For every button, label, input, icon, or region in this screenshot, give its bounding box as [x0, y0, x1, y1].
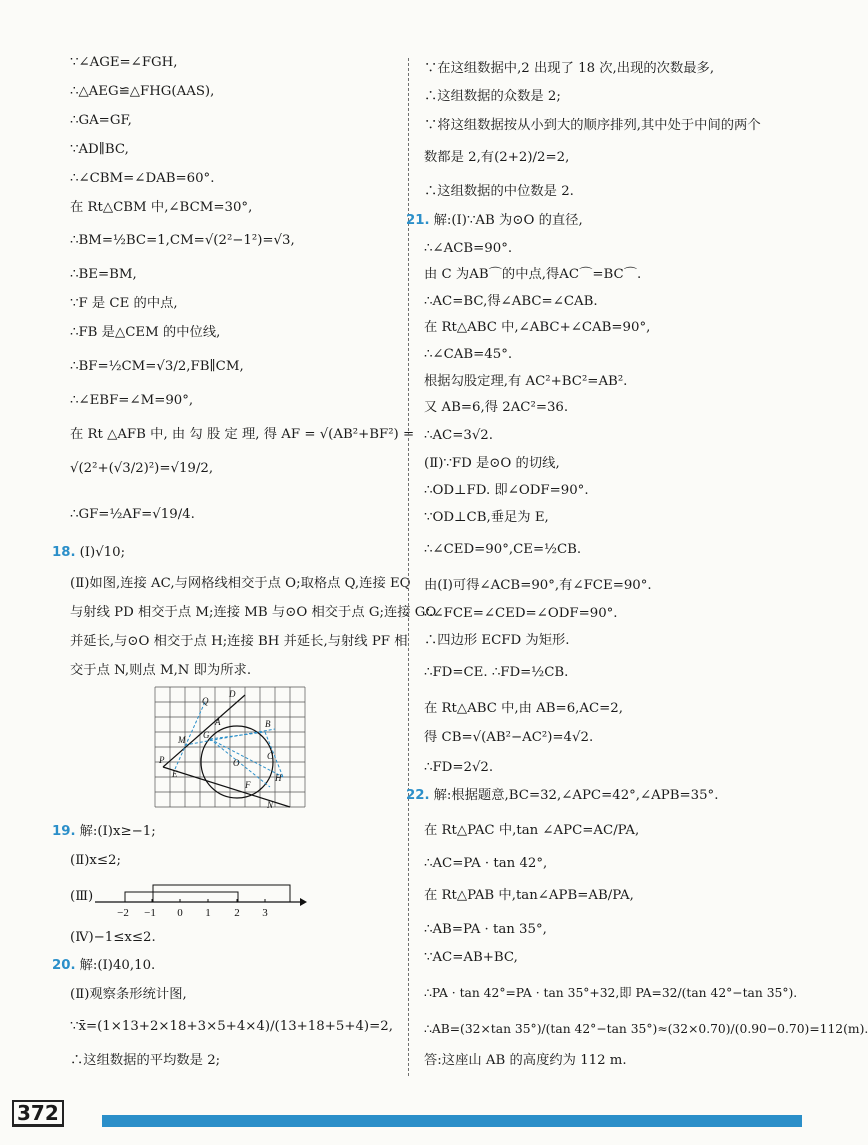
solution-bracket-a	[153, 885, 290, 902]
text-line: ∵F 是 CE 的中点,	[70, 296, 178, 311]
text-line: ∵在这组数据中,2 出现了 18 次,出现的次数最多,	[424, 61, 715, 76]
question-number: 22.	[406, 788, 430, 803]
text-line: ∴AC=3√2.	[424, 428, 493, 443]
page-number: 372	[12, 1100, 64, 1127]
text-line: ∴AB=(32×tan 35°)/(tan 42°−tan 35°)≈(32×0.70)/(0.90−0.70)=112(m).	[424, 1022, 868, 1036]
answer-text: 解:根据题意,BC=32,∠APC=42°,∠APB=35°.	[433, 788, 719, 803]
tick-label: 2	[234, 907, 240, 919]
tick-label: 0	[177, 907, 183, 919]
answer-text: 解:(Ⅰ)∵AB 为⊙O 的直径,	[433, 213, 583, 228]
text-line: ∴∠FCE=∠CED=∠ODF=90°.	[424, 606, 618, 621]
text-line: ∴四边形 ECFD 为矩形.	[424, 633, 570, 648]
text-line: (Ⅱ)x≤2;	[70, 853, 121, 868]
label-m: M	[178, 735, 186, 745]
tick-label: −1	[144, 907, 156, 919]
question-number: 21.	[406, 213, 430, 228]
text-line: 交于点 N,则点 M,N 即为所求.	[70, 663, 252, 678]
question-19	[52, 823, 156, 841]
label-f: F	[245, 780, 251, 790]
grid-circle-figure	[155, 687, 305, 812]
text-line: ∴FD=2√2.	[424, 760, 494, 775]
answer-text: 解:(Ⅰ)40,10.	[79, 958, 156, 973]
text-line: ∴这组数据的众数是 2;	[424, 89, 561, 104]
label-d: D	[229, 689, 236, 699]
text-line: 又 AB=6,得 2AC²=36.	[424, 400, 569, 415]
text-line: ∴GF=½AF=√19/4.	[70, 507, 195, 522]
label-n: N	[267, 800, 274, 810]
text-line: 得 CB=√(AB²−AC²)=4√2.	[424, 730, 594, 745]
question-number: 18.	[52, 545, 76, 560]
text-line: ∴GA=GF,	[70, 113, 132, 128]
text-line: ∴AB=PA · tan 35°,	[424, 922, 547, 937]
text-line: ∴∠EBF=∠M=90°,	[70, 393, 194, 408]
text-line: ∴AC=PA · tan 42°,	[424, 856, 548, 871]
label-a: A	[215, 717, 221, 727]
question-18	[52, 544, 125, 562]
text-line: 在 Rt△ABC 中,∠ABC+∠CAB=90°,	[424, 320, 651, 335]
solution-bracket-b	[125, 892, 238, 902]
column-divider	[408, 58, 409, 1076]
text-line: ∵x̄=(1×13+2×18+3×5+4×4)/(13+18+5+4)=2,	[70, 1019, 393, 1034]
text-line: (Ⅱ)观察条形统计图,	[70, 987, 187, 1002]
text-line: 由 C 为AB⌒的中点,得AC⌒=BC⌒.	[424, 267, 642, 282]
text-line: 在 Rt △AFB 中, 由 勾 股 定 理, 得 AF = √(AB²+BF²) =	[70, 427, 415, 442]
text-line: 答:这座山 AB 的高度约为 112 m.	[424, 1053, 627, 1068]
tick-label: 3	[262, 907, 268, 919]
text-line: ∵OD⊥CB,垂足为 E,	[424, 510, 549, 525]
question-number: 19.	[52, 824, 76, 839]
text-line: ∴∠ACB=90°.	[424, 241, 513, 256]
text-line: ∴∠CAB=45°.	[424, 347, 513, 362]
text-line: (Ⅲ)	[70, 889, 94, 904]
label-g: G	[203, 730, 210, 740]
text-line: √(2²+(√3/2)²)=√19/2,	[70, 461, 214, 476]
text-line: 与射线 PD 相交于点 M;连接 MB 与⊙O 相交于点 G;连接 GO	[70, 605, 437, 620]
text-line: 并延长,与⊙O 相交于点 H;连接 BH 并延长,与射线 PF 相	[70, 634, 408, 649]
text-line: ∴△AEG≌△FHG(AAS),	[70, 84, 215, 99]
label-o: O	[233, 758, 240, 768]
text-line: (Ⅱ)∵FD 是⊙O 的切线,	[424, 456, 560, 471]
text-line: 在 Rt△CBM 中,∠BCM=30°,	[70, 200, 253, 215]
text-line: 根据勾股定理,有 AC²+BC²=AB².	[424, 374, 628, 389]
text-line: (Ⅳ)−1≤x≤2.	[70, 930, 156, 945]
text-line: ∴OD⊥FD. 即∠ODF=90°.	[424, 483, 589, 498]
text-line: 数都是 2,有(2+2)/2=2,	[424, 150, 570, 165]
text-line: 由(Ⅰ)可得∠ACB=90°,有∠FCE=90°.	[424, 578, 652, 593]
text-line: ∵将这组数据按从小到大的顺序排列,其中处于中间的两个	[424, 118, 761, 133]
text-line: ∴BF=½CM=√3/2,FB∥CM,	[70, 359, 244, 374]
text-line: 在 Rt△PAB 中,tan∠APB=AB/PA,	[424, 888, 634, 903]
construction-lines	[175, 702, 283, 787]
label-b: B	[265, 719, 271, 729]
question-21	[406, 212, 583, 230]
text-line: ∴∠CED=90°,CE=½CB.	[424, 542, 582, 557]
label-q: Q	[202, 696, 209, 706]
text-line: ∴BE=BM,	[70, 267, 137, 282]
question-number: 20.	[52, 958, 76, 973]
tick-label: 1	[205, 907, 211, 919]
tick-label: −2	[117, 907, 129, 919]
footer-bar	[102, 1115, 802, 1127]
text-line: ∴FB 是△CEM 的中位线,	[70, 325, 221, 340]
text-line: ∵AD∥BC,	[70, 142, 129, 157]
text-line: ∵∠AGE=∠FGH,	[70, 55, 178, 70]
text-line: ∴∠CBM=∠DAB=60°.	[70, 171, 215, 186]
label-e: E	[172, 769, 178, 779]
answer-text: (Ⅰ)√10;	[79, 545, 126, 560]
text-line: ∴AC=BC,得∠ABC=∠CAB.	[424, 294, 598, 309]
label-c: C	[267, 751, 274, 761]
text-line: ∴FD=CE. ∴FD=½CB.	[424, 665, 569, 680]
text-line: ∵AC=AB+BC,	[424, 950, 518, 965]
grid	[155, 687, 305, 807]
arrow-head	[300, 898, 307, 906]
text-line: ∴BM=½BC=1,CM=√(2²−1²)=√3,	[70, 233, 295, 248]
text-line: ∴这组数据的中位数是 2.	[424, 184, 574, 199]
text-line: ∴这组数据的平均数是 2;	[70, 1053, 221, 1068]
answer-text: 解:(Ⅰ)x≥−1;	[79, 824, 156, 839]
number-line	[95, 880, 305, 918]
text-line: 在 Rt△ABC 中,由 AB=6,AC=2,	[424, 701, 623, 716]
label-p: P	[159, 755, 165, 765]
text-line: ∴PA · tan 42°=PA · tan 35°+32,即 PA=32/(tan 42°−tan 35°).	[424, 986, 798, 1000]
text-line: 在 Rt△PAC 中,tan ∠APC=AC/PA,	[424, 823, 640, 838]
text-line: (Ⅱ)如图,连接 AC,与网格线相交于点 O;取格点 Q,连接 EQ	[70, 576, 411, 591]
label-h: H	[275, 773, 282, 783]
question-22	[406, 787, 718, 805]
question-20	[52, 957, 155, 975]
